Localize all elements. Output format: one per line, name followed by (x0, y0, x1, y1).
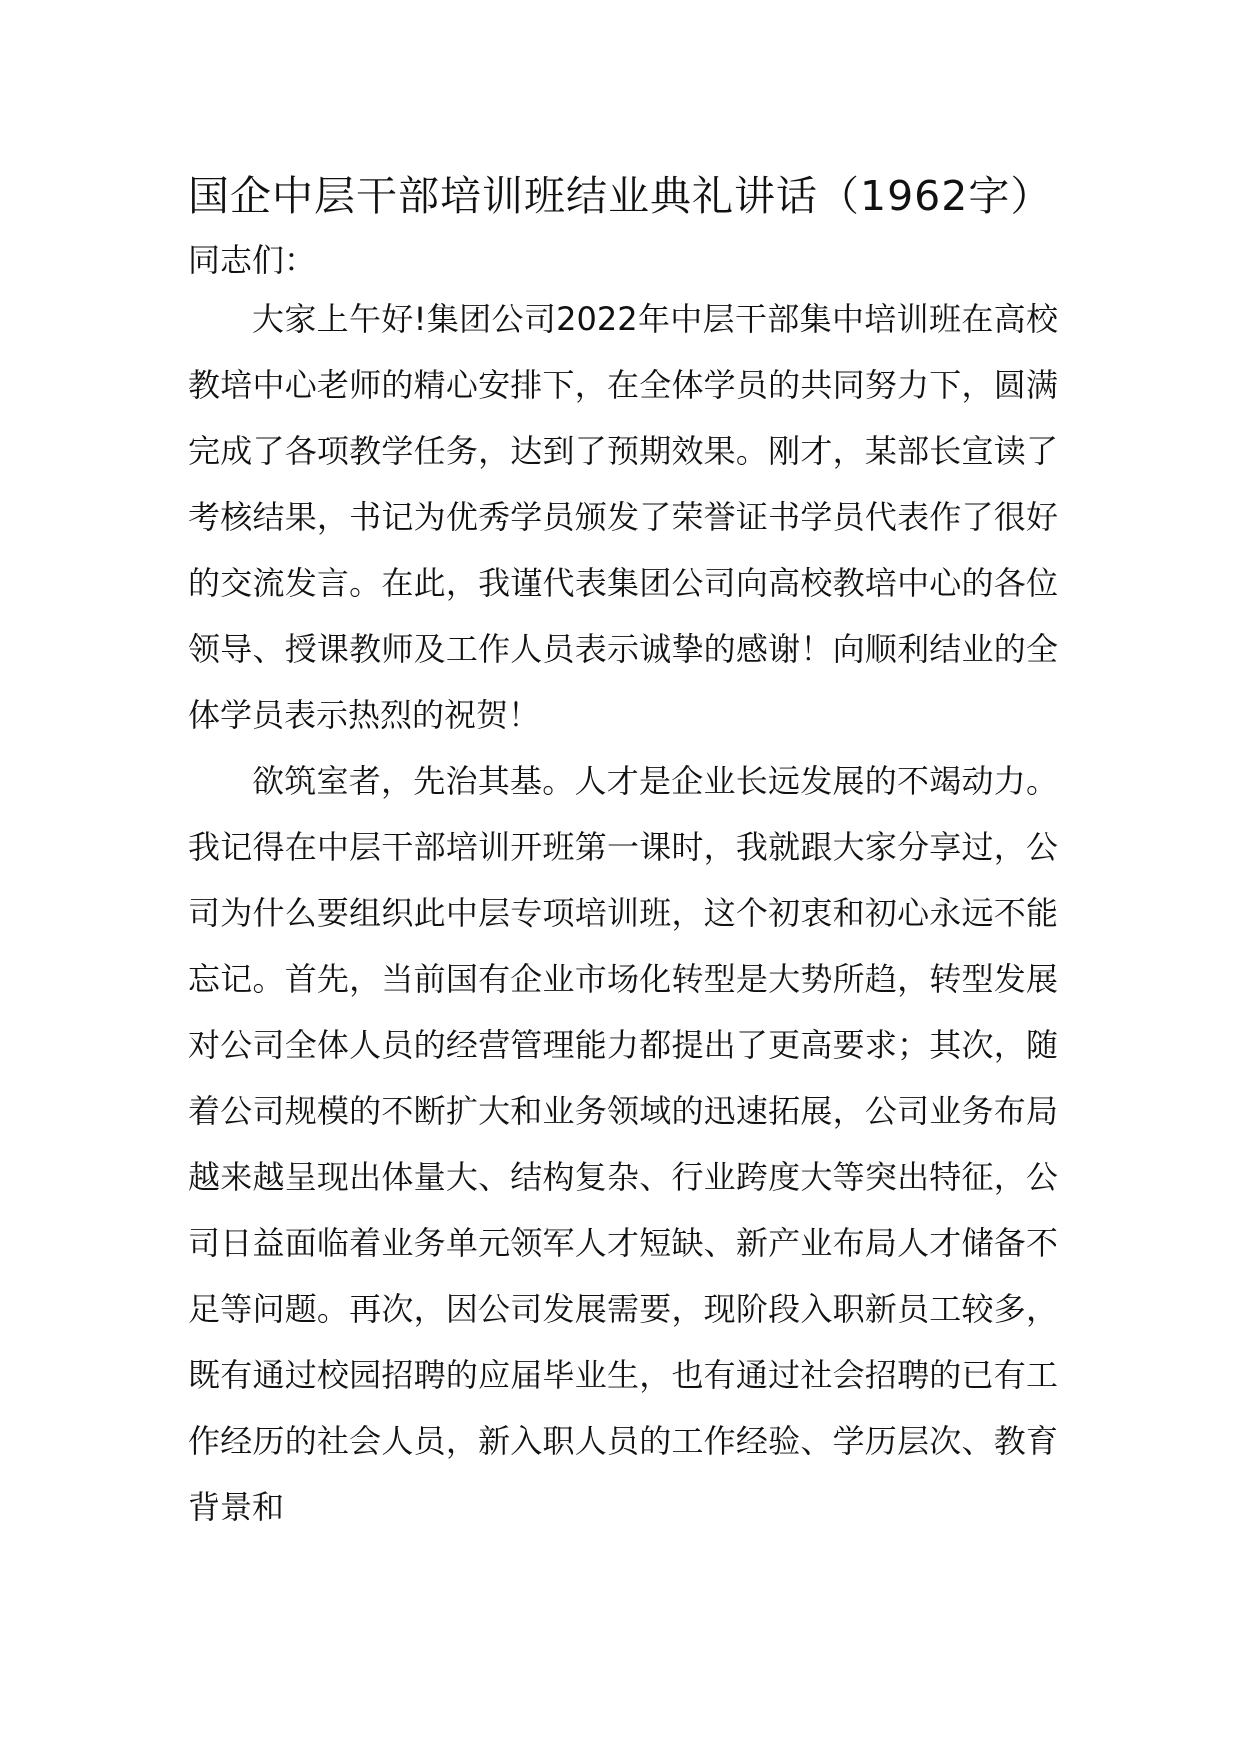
paragraph-1: 大家上午好!集团公司2022年中层干部集中培训班在高校教培中心老师的精心安排下，在全体学员的共同努力下，圆满完成了各项教学任务，达到了预期效果。刚才，某部长宣读了考核结果，书记为优秀学员颁发了荣誉证书学员代表作了很好的交流发言。在此，我谨代表集团公司向高校教培中心的各位领导、授课教师及工作人员表示诚挚的感谢！向顺利结业的全体学员表示热烈的祝贺！ (188, 300, 1058, 734)
document-title: 国企中层干部培训班结业典礼讲话（1962字） (188, 172, 1053, 220)
salutation: 同志们： (188, 241, 317, 279)
paragraph-2: 欲筑室者，先治其基。人才是企业长远发展的不竭动力。我记得在中层干部培训开班第一课时，我就跟大家分享过，公司为什么要组织此中层专项培训班，这个初衷和初心永远不能忘记。首先，当前国有企业市场化转型是大势所趋，转型发展对公司全体人员的经营管理能力都提出了更高要求；其次，随着公司规模的不断扩大和业务领域的迅速拓展，公司业务布局越来越呈现出体量大、结构复杂、行业跨度大等突出特征，公司日益面临着业务单元领军人才短缺、新产业布局人才储备不足等问题。再次，因公司发展需要，现阶段入职新员工较多，既有通过校园招聘的应届毕业生，也有通过社会招聘的已有工作经历的社会人员，新入职人员的工作经验、学历层次、教育背景和 (188, 762, 1058, 1526)
document-body (188, 166, 1058, 1540)
